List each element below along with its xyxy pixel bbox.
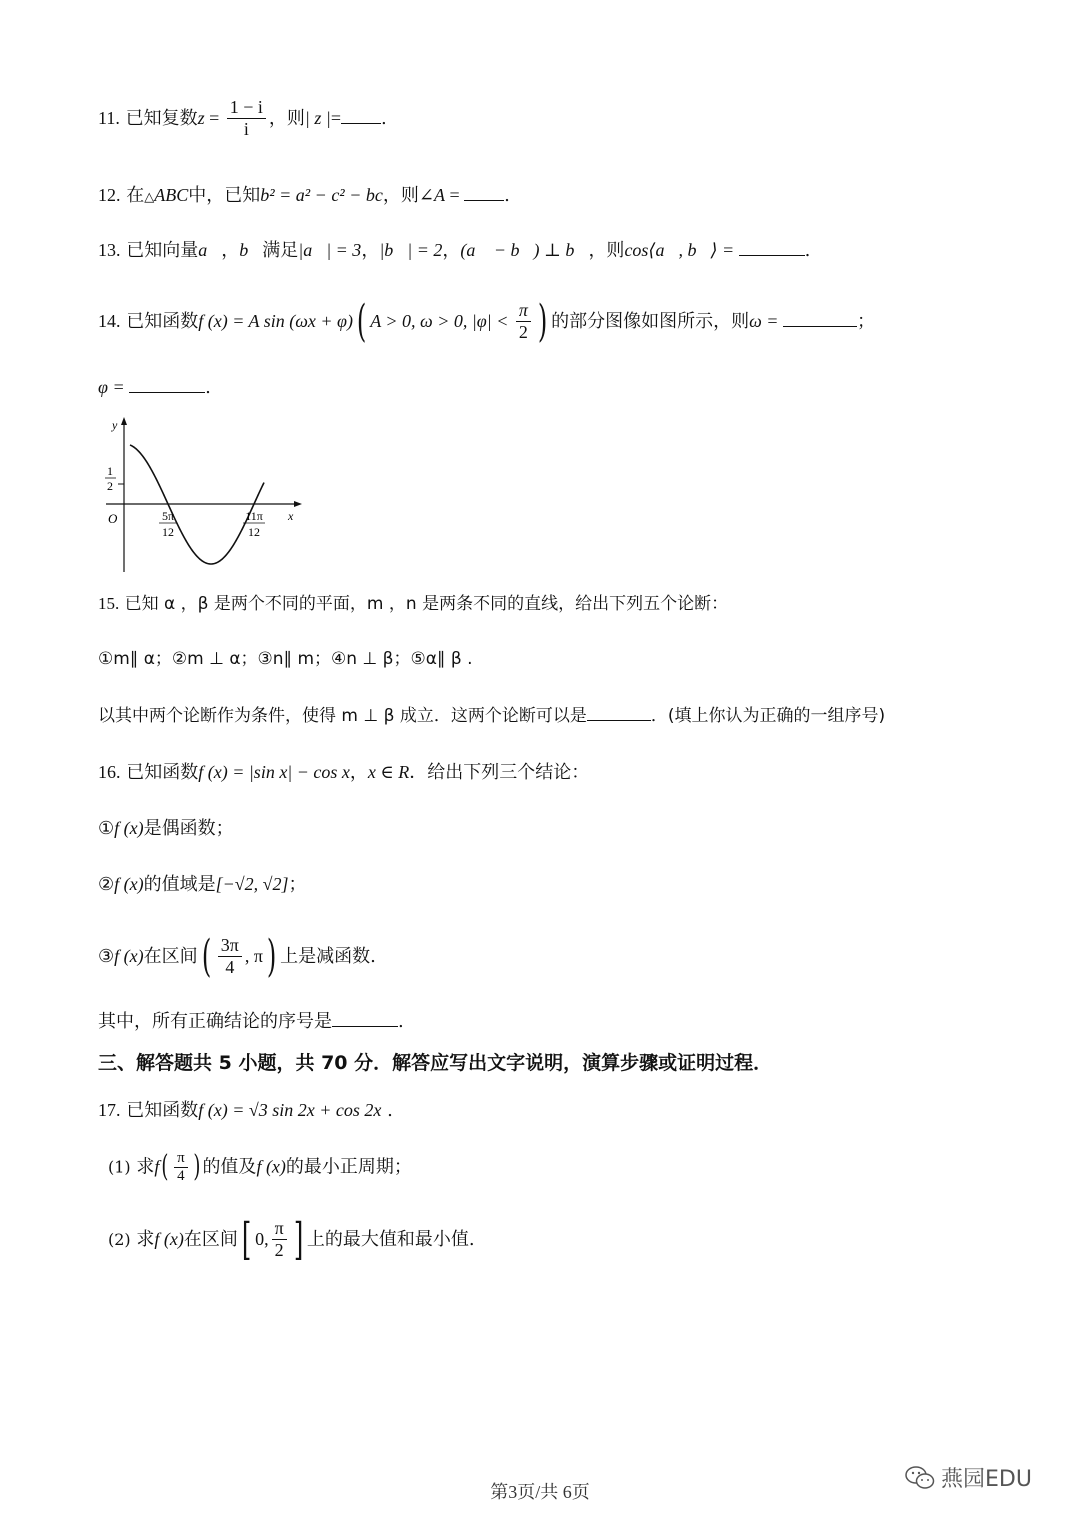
page-footer: 第3页/共 6页 [490, 1482, 590, 1502]
y-axis-label: y [112, 418, 118, 432]
answer-blank [739, 239, 805, 256]
fraction: $\frac{3\pi}{4}$ [218, 936, 242, 977]
question-16: 16. 已知函数f (x) = |sin x| − cos x，x ∈ R．给出下列三个结论： [98, 762, 590, 783]
question-14: 14. 已知函数f (x) = A sin (ωx + φ)( A > 0, ω > 0, |φ| < $\frac{\pi}{2}$ ) 的部分图像如图所示，则ω = ； [98, 296, 875, 347]
x-tick2-label-num: 11π [245, 509, 263, 523]
question-17-part-2: (2) 求f (x)在区间[ 0, $\frac{\pi}{2}$ ] 上的最大值和最小值. [108, 1214, 475, 1265]
question-15: 15. 已知 α ，β 是两个不同的平面，m ，n 是两条不同的直线，给出下列五个论断： [98, 594, 729, 614]
sine-graph [96, 414, 316, 574]
section-heading: 三、解答题共 5 小题，共 70 分．解答应写出文字说明，演算步骤或证明过程． [98, 1052, 773, 1074]
question-16-ask: 其中，所有正确结论的序号是 . [98, 1011, 404, 1032]
answer-blank [587, 704, 651, 721]
y-tick-label-den: 2 [107, 479, 113, 493]
x-tick2-label-den: 12 [248, 525, 260, 539]
fraction: $\frac{1 - i}{i}$ [227, 98, 266, 139]
x-axis-label: x [288, 509, 294, 523]
question-16-conclusion-1: ①f (x)是偶函数； [98, 818, 234, 839]
answer-blank [129, 376, 205, 393]
answer-blank [341, 107, 381, 124]
question-13: 13. 已知向量a⃗，b⃗满足|a⃗| = 3，|b⃗| = 2，(a⃗ − b⃗) ⊥ b⃗，则cos⟨a⃗, b⃗⟩ = . [98, 240, 811, 261]
x-tick1-label-den: 12 [162, 525, 174, 539]
wechat-icon [905, 1465, 935, 1491]
origin-label: O [108, 511, 118, 526]
question-17: 17. 已知函数f (x) = √3 sin 2x + cos 2x . [98, 1100, 393, 1121]
answer-blank [332, 1010, 398, 1027]
x-tick1-label-num: 5π [161, 509, 175, 523]
answer-blank [783, 310, 857, 327]
watermark: 燕园EDU [905, 1462, 1032, 1493]
y-tick-label-num: 1 [107, 464, 113, 478]
question-15-statements: ①m∥ α；②m ⊥ α；③n∥ m；④n ⊥ β；⑤α∥ β . [98, 649, 473, 669]
question-17-part-1: (1) 求f( $\frac{\pi}{4}$ ) 的值及f (x)的最小正周期； [108, 1149, 412, 1185]
answer-blank [464, 184, 504, 201]
question-14-phi: φ = . [98, 377, 211, 398]
question-12: 12. 在△ABC中，已知b² = a² − c² − bc，则∠A = . [98, 185, 510, 206]
fraction: $\frac{\pi}{4}$ [174, 1150, 188, 1185]
question-15-ask: 以其中两个论断作为条件，使得 m ⊥ β 成立．这两个论断可以是 ．(填上你认为正确的一组序号) [98, 706, 886, 726]
x-axis-arrow-icon [294, 501, 302, 507]
fraction: $\frac{\pi}{2}$ [272, 1219, 287, 1260]
question-16-conclusion-2: ②f (x)的值域是[−√2, √2]； [98, 874, 307, 895]
fraction: $\frac{\pi}{2}$ [516, 301, 531, 342]
question-11: 11. 已知复数z = $\frac{1 - i}{i}$ ，则| z |= . [98, 97, 387, 139]
y-axis-arrow-icon [121, 417, 127, 425]
question-16-conclusion-3: ③f (x)在区间( $\frac{3\pi}{4}$ , π) 上是减函数. [98, 931, 376, 982]
